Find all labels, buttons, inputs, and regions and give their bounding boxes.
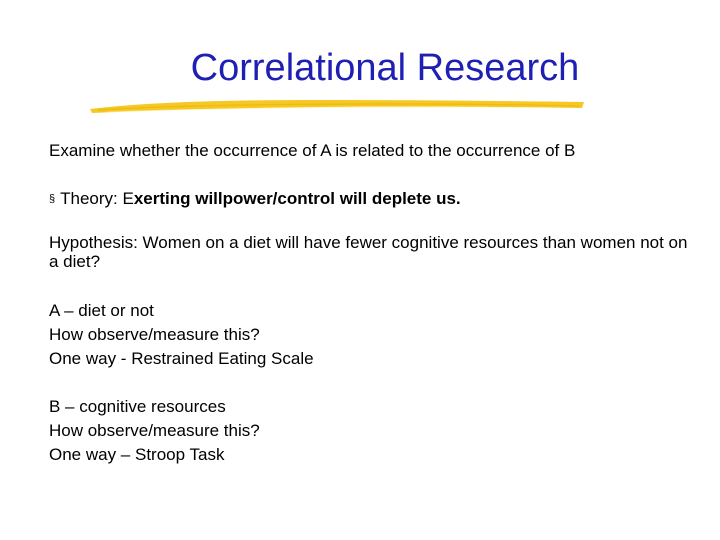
- theory-bullet-item: [49, 188, 461, 210]
- variable-b-line: B – cognitive resources: [49, 397, 226, 416]
- hypothesis-text: Hypothesis: Women on a diet will have fewer cognitive resources than women not on a diet?: [49, 233, 688, 271]
- variable-b-line: One way – Stroop Task: [49, 445, 225, 464]
- variable-b-line: How observe/measure this?: [49, 421, 260, 440]
- title-underline-brushstroke: [88, 94, 588, 118]
- variable-a-line: One way - Restrained Eating Scale: [49, 349, 314, 368]
- bullet-icon: §: [49, 193, 56, 205]
- variable-a-line: A – diet or not: [49, 301, 154, 320]
- slide-title: Correlational Research: [190, 47, 580, 89]
- variable-a-block: [49, 299, 314, 371]
- variable-a-line: How observe/measure this?: [49, 325, 260, 344]
- theory-text: xerting willpower/control will deplete us.: [133, 189, 461, 208]
- theory-prefix: Theory: E: [60, 189, 134, 208]
- intro-text: Examine whether the occurrence of A is related to the occurrence of B: [49, 141, 576, 160]
- variable-b-block: [49, 395, 260, 467]
